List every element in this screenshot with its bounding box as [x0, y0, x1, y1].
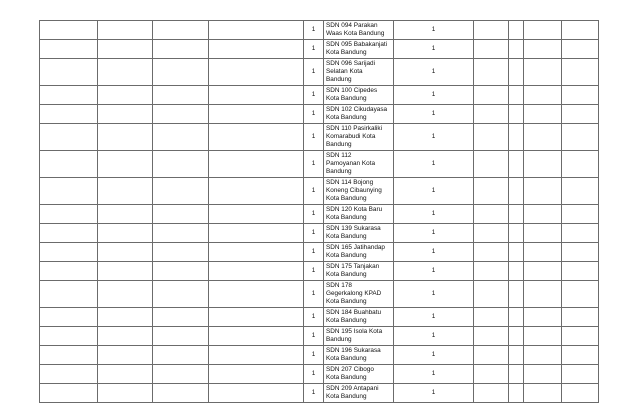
empty-cell [509, 346, 524, 365]
count-cell: 1 [394, 243, 474, 262]
qty-cell: 1 [304, 40, 324, 59]
school-name-cell [324, 346, 394, 365]
qty-cell: 1 [304, 308, 324, 327]
empty-cell [209, 59, 304, 86]
empty-cell [474, 308, 509, 327]
empty-cell [98, 346, 153, 365]
empty-cell [98, 308, 153, 327]
empty-cell [562, 40, 599, 59]
empty-cell [40, 224, 98, 243]
table-row [40, 40, 599, 59]
table-row [40, 59, 599, 86]
empty-cell [153, 365, 209, 384]
empty-cell [562, 281, 599, 308]
empty-cell [562, 327, 599, 346]
school-name-cell [324, 384, 394, 403]
empty-cell [474, 105, 509, 124]
empty-cell [562, 224, 599, 243]
table-row [40, 281, 599, 308]
empty-cell [562, 151, 599, 178]
empty-cell [98, 262, 153, 281]
empty-cell [40, 86, 98, 105]
empty-cell [474, 205, 509, 224]
qty-cell: 1 [304, 281, 324, 308]
empty-cell [98, 224, 153, 243]
school-name-cell [324, 59, 394, 86]
empty-cell [209, 308, 304, 327]
table-row [40, 178, 599, 205]
empty-cell [509, 151, 524, 178]
count-cell: 1 [394, 384, 474, 403]
qty-cell: 1 [304, 243, 324, 262]
empty-cell [209, 105, 304, 124]
empty-cell [562, 346, 599, 365]
empty-cell [474, 346, 509, 365]
empty-cell [153, 224, 209, 243]
qty-cell: 1 [304, 327, 324, 346]
school-name-cell [324, 281, 394, 308]
empty-cell [524, 365, 562, 384]
empty-cell [509, 365, 524, 384]
empty-cell [209, 346, 304, 365]
school-name-text: SDN 120 Kota Baru Kota Bandung [326, 205, 383, 221]
school-name-text: SDN 139 Sukarasa Kota Bandung [326, 224, 381, 240]
count-cell: 1 [394, 151, 474, 178]
empty-cell [40, 262, 98, 281]
empty-cell [209, 262, 304, 281]
empty-cell [474, 384, 509, 403]
school-name-cell [324, 224, 394, 243]
qty-cell: 1 [304, 59, 324, 86]
empty-cell [562, 59, 599, 86]
empty-cell [509, 59, 524, 86]
empty-cell [562, 105, 599, 124]
empty-cell [509, 308, 524, 327]
empty-cell [524, 262, 562, 281]
empty-cell [524, 243, 562, 262]
school-name-cell [324, 205, 394, 224]
empty-cell [153, 124, 209, 151]
empty-cell [562, 365, 599, 384]
qty-cell: 1 [304, 384, 324, 403]
school-name-cell [324, 327, 394, 346]
count-cell: 1 [394, 178, 474, 205]
empty-cell [474, 178, 509, 205]
empty-cell [474, 151, 509, 178]
empty-cell [209, 124, 304, 151]
empty-cell [209, 21, 304, 40]
empty-cell [153, 308, 209, 327]
empty-cell [474, 40, 509, 59]
empty-cell [40, 21, 98, 40]
school-name-text: SDN 209 Antapani Kota Bandung [326, 384, 379, 400]
empty-cell [562, 384, 599, 403]
empty-cell [209, 40, 304, 59]
school-name-text: SDN 196 Sukarasa Kota Bandung [326, 346, 381, 362]
empty-cell [562, 308, 599, 327]
school-name-text: SDN 095 Babakanjati Kota Bandung [326, 40, 388, 56]
empty-cell [474, 365, 509, 384]
empty-cell [40, 59, 98, 86]
empty-cell [40, 243, 98, 262]
empty-cell [474, 243, 509, 262]
empty-cell [509, 40, 524, 59]
table-row [40, 151, 599, 178]
empty-cell [474, 224, 509, 243]
count-cell: 1 [394, 40, 474, 59]
empty-cell [474, 59, 509, 86]
empty-cell [524, 178, 562, 205]
school-name-text: SDN 207 Cibogo Kota Bandung [326, 365, 374, 381]
empty-cell [524, 59, 562, 86]
count-cell: 1 [394, 205, 474, 224]
empty-cell [153, 327, 209, 346]
qty-cell: 1 [304, 205, 324, 224]
empty-cell [524, 224, 562, 243]
empty-cell [509, 86, 524, 105]
empty-cell [153, 205, 209, 224]
table-row [40, 21, 599, 40]
count-cell: 1 [394, 21, 474, 40]
empty-cell [524, 281, 562, 308]
empty-cell [509, 327, 524, 346]
empty-cell [209, 151, 304, 178]
school-name-text: SDN 184 Buahbatu Kota Bandung [326, 308, 382, 324]
school-name-cell [324, 21, 394, 40]
school-name-cell [324, 308, 394, 327]
empty-cell [153, 262, 209, 281]
school-name-text: SDN 195 Isola Kota Bandung [326, 327, 383, 343]
empty-cell [509, 178, 524, 205]
count-cell: 1 [394, 281, 474, 308]
count-cell: 1 [394, 262, 474, 281]
table-row [40, 124, 599, 151]
empty-cell [209, 86, 304, 105]
empty-cell [98, 21, 153, 40]
empty-cell [524, 205, 562, 224]
empty-cell [524, 346, 562, 365]
count-cell: 1 [394, 308, 474, 327]
empty-cell [562, 178, 599, 205]
qty-cell: 1 [304, 262, 324, 281]
table-row [40, 346, 599, 365]
school-name-text: SDN 110 Pasirkaliki Komarabudi Kota Bandung [326, 124, 382, 149]
empty-cell [509, 262, 524, 281]
empty-cell [509, 105, 524, 124]
qty-cell: 1 [304, 124, 324, 151]
empty-cell [40, 346, 98, 365]
table-row [40, 243, 599, 262]
count-cell: 1 [394, 327, 474, 346]
school-name-cell [324, 40, 394, 59]
empty-cell [209, 178, 304, 205]
school-name-text: SDN 096 Sarijadi Selatan Kota Bandung [326, 59, 376, 84]
empty-cell [209, 205, 304, 224]
empty-cell [474, 327, 509, 346]
empty-cell [153, 384, 209, 403]
empty-cell [524, 151, 562, 178]
count-cell: 1 [394, 86, 474, 105]
qty-cell: 1 [304, 224, 324, 243]
school-name-cell [324, 86, 394, 105]
school-name-text: SDN 102 Cikudayasa Kota Bandung [326, 105, 388, 121]
empty-cell [524, 384, 562, 403]
school-name-cell [324, 243, 394, 262]
empty-cell [209, 365, 304, 384]
empty-cell [209, 384, 304, 403]
qty-cell: 1 [304, 178, 324, 205]
empty-cell [153, 21, 209, 40]
table-row [40, 327, 599, 346]
school-name-text: SDN 114 Bojong Koneng Cibaunying Kota Bandung [326, 178, 382, 203]
empty-cell [153, 151, 209, 178]
empty-cell [474, 281, 509, 308]
school-name-text: SDN 178 Gegerkalong KPAD Kota Bandung [326, 281, 382, 306]
school-name-text: SDN 175 Tanjakan Kota Bandung [326, 262, 380, 278]
empty-cell [40, 40, 98, 59]
empty-cell [153, 86, 209, 105]
empty-cell [524, 40, 562, 59]
table-row [40, 365, 599, 384]
empty-cell [98, 205, 153, 224]
empty-cell [153, 178, 209, 205]
empty-cell [40, 384, 98, 403]
count-cell: 1 [394, 365, 474, 384]
empty-cell [153, 281, 209, 308]
empty-cell [98, 178, 153, 205]
empty-cell [524, 21, 562, 40]
school-table [39, 20, 599, 403]
empty-cell [98, 327, 153, 346]
table-row [40, 308, 599, 327]
empty-cell [509, 281, 524, 308]
empty-cell [509, 224, 524, 243]
empty-cell [474, 262, 509, 281]
table-row [40, 205, 599, 224]
empty-cell [209, 281, 304, 308]
qty-cell: 1 [304, 365, 324, 384]
school-name-cell [324, 105, 394, 124]
empty-cell [40, 205, 98, 224]
empty-cell [562, 262, 599, 281]
empty-cell [40, 327, 98, 346]
empty-cell [98, 151, 153, 178]
empty-cell [562, 86, 599, 105]
empty-cell [98, 365, 153, 384]
table-row [40, 384, 599, 403]
empty-cell [562, 21, 599, 40]
school-name-cell [324, 151, 394, 178]
qty-cell: 1 [304, 151, 324, 178]
school-name-cell [324, 365, 394, 384]
empty-cell [40, 365, 98, 384]
empty-cell [562, 124, 599, 151]
empty-cell [509, 205, 524, 224]
empty-cell [98, 59, 153, 86]
empty-cell [509, 124, 524, 151]
qty-cell: 1 [304, 86, 324, 105]
count-cell: 1 [394, 105, 474, 124]
school-name-cell [324, 262, 394, 281]
school-name-text: SDN 094 Parakan Waas Kota Bandung [326, 21, 385, 37]
count-cell: 1 [394, 346, 474, 365]
empty-cell [209, 243, 304, 262]
empty-cell [153, 346, 209, 365]
empty-cell [40, 151, 98, 178]
empty-cell [474, 21, 509, 40]
school-name-cell [324, 178, 394, 205]
empty-cell [524, 327, 562, 346]
empty-cell [98, 40, 153, 59]
table-row [40, 224, 599, 243]
empty-cell [562, 243, 599, 262]
empty-cell [98, 124, 153, 151]
empty-cell [153, 105, 209, 124]
count-cell: 1 [394, 224, 474, 243]
table-row [40, 105, 599, 124]
empty-cell [40, 308, 98, 327]
empty-cell [98, 86, 153, 105]
empty-cell [562, 205, 599, 224]
empty-cell [40, 281, 98, 308]
empty-cell [153, 243, 209, 262]
empty-cell [524, 86, 562, 105]
school-name-cell [324, 124, 394, 151]
count-cell: 1 [394, 59, 474, 86]
empty-cell [524, 124, 562, 151]
qty-cell: 1 [304, 105, 324, 124]
empty-cell [474, 86, 509, 105]
qty-cell: 1 [304, 21, 324, 40]
empty-cell [98, 281, 153, 308]
empty-cell [40, 178, 98, 205]
empty-cell [209, 224, 304, 243]
empty-cell [524, 308, 562, 327]
empty-cell [153, 40, 209, 59]
school-name-text: SDN 112 Pamoyanan Kota Bandung [326, 151, 376, 176]
table-row [40, 262, 599, 281]
empty-cell [40, 124, 98, 151]
empty-cell [524, 105, 562, 124]
empty-cell [98, 384, 153, 403]
empty-cell [98, 243, 153, 262]
table-body [40, 21, 599, 403]
empty-cell [153, 59, 209, 86]
count-cell: 1 [394, 124, 474, 151]
school-name-text: SDN 165 Jatihandap Kota Bandung [326, 243, 385, 259]
empty-cell [209, 327, 304, 346]
data-sheet [39, 20, 598, 400]
school-name-text: SDN 100 Cipedes Kota Bandung [326, 86, 378, 102]
empty-cell [509, 384, 524, 403]
empty-cell [98, 105, 153, 124]
empty-cell [509, 21, 524, 40]
table-row [40, 86, 599, 105]
qty-cell: 1 [304, 346, 324, 365]
empty-cell [474, 124, 509, 151]
empty-cell [509, 243, 524, 262]
empty-cell [40, 105, 98, 124]
